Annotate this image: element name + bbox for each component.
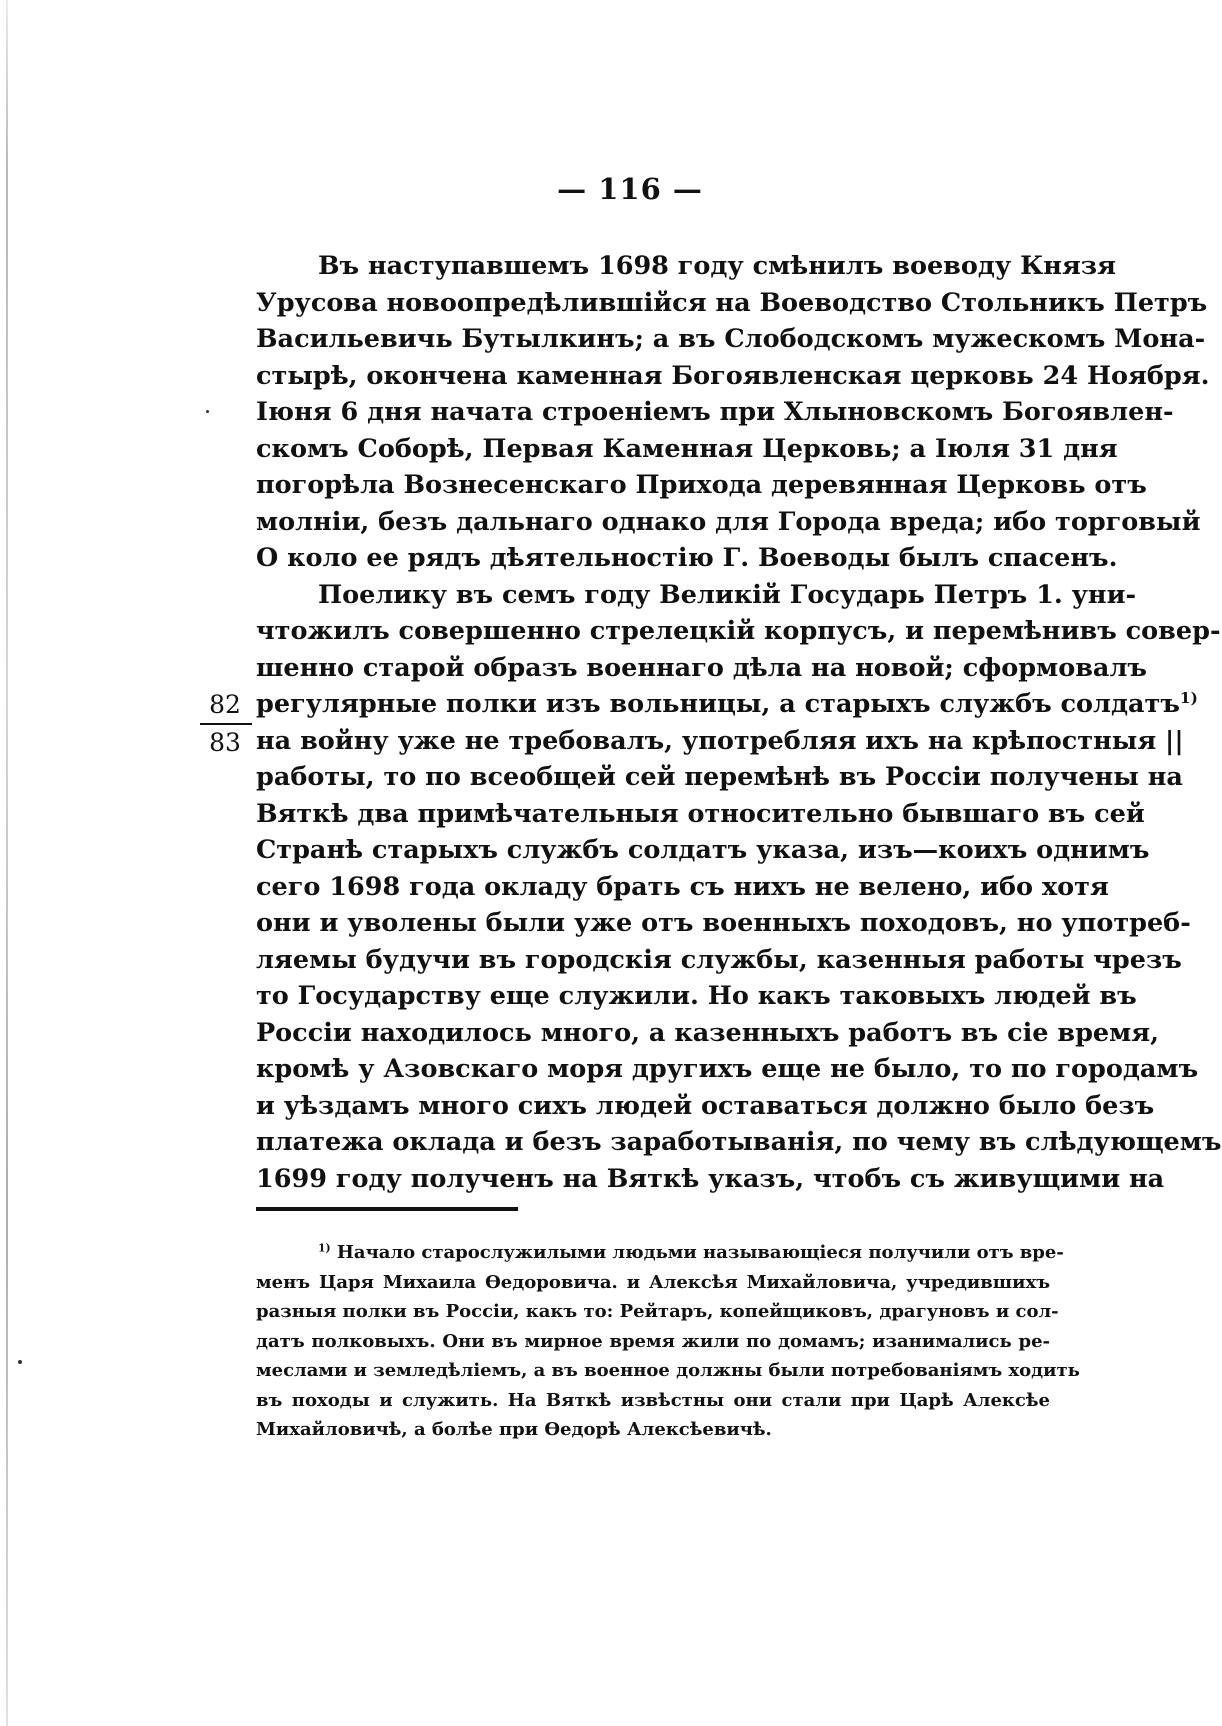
text-line: сего 1698 года окладу брать съ нихъ не велено, ибо хотя [256,871,1109,902]
paragraph-1 [256,248,1210,577]
text-line-content: регулярные полки изъ вольницы, а старыхъ службъ солдатъ [256,689,1180,719]
text-line: погорѣла Вознесенскаго Прихода деревянная Церковь отъ [256,470,1147,500]
text-line: Урусова новоопредѣлившійся на Воеводство Стольникъ Петръ [256,287,1208,318]
text-line: молніи, безъ дальнаго однако для Города вреда; ибо торговый [256,506,1201,537]
text-line: скомъ Соборѣ, Первая Каменная Церковь; а Іюля 31 дня [256,433,1118,464]
text-line: Васильевичь Бутылкинъ; а въ Слободскомъ мужескомъ Мона- [256,324,1206,354]
text-line-with-footnote [256,686,1198,723]
scan-speck [206,410,209,413]
footnote-line: разныя полки въ Россіи, какъ то: Рейтаръ, копейщиковъ, драгуновъ и сол- [256,1301,1059,1322]
margin-page-bottom: 83 [209,728,241,757]
text-line: Поелику въ семъ году Великій Государь Петръ 1. уни- [318,579,1137,610]
margin-page-reference [200,688,250,760]
text-line: то Государству еще служили. Но какъ таковыхъ людей въ [256,981,1137,1011]
footnote-line: датъ полковыхъ. Они въ мирное время жили по домамъ; изанимались ре- [256,1330,1050,1352]
paragraph-2 [256,577,1222,1198]
text-line: работы, то по всеобщей сей перемѣнѣ въ Россіи получены на [256,762,1183,792]
margin-page-divider [200,723,252,725]
scan-edge-shadow [6,0,8,1726]
scan-speck [18,1360,22,1364]
footnote-separator [256,1207,518,1211]
page-number: — 116 — [557,172,703,206]
text-line: Въ наступавшемъ 1698 году смѣнилъ воеводу Князя [318,251,1116,281]
footnote-line: меслами и земледѣліемъ, а въ военное должны были потребованіямъ ходить [256,1360,1080,1381]
footnote-line: Михайловичѣ, а болѣе при Ѳедорѣ Алексѣевичѣ. [256,1419,772,1440]
text-line: чтожилъ совершенно стрелецкій корпусъ, и перемѣнивъ совер- [256,616,1221,646]
text-line: стырѣ, окончена каменная Богоявленская церковь 24 Ноября. [256,360,1210,391]
text-line: шенно старой образъ военнаго дѣла на новой; сформовалъ [256,652,1147,683]
text-line: и уѣздамъ много сихъ людей оставаться должно было безъ [256,1090,1155,1121]
text-line: на войну уже не требовалъ, употребляя ихъ на крѣпостныя || [256,725,1184,756]
footnote-line-content: Начало старослужилыми людьми называющіеся получили отъ вре- [336,1242,1064,1263]
text-line: 1699 году полученъ на Вяткѣ указъ, чтобъ съ живущими на [256,1163,1165,1194]
margin-page-top: 82 [209,690,241,719]
text-line: ляемы будучи въ городскія службы, казенныя работы чрезъ [256,944,1182,975]
footnote-line [256,1238,1064,1268]
text-line: Странѣ старыхъ службъ солдатъ указа, изъ—коихъ однимъ [256,835,1150,865]
text-line: они и уволены были уже отъ военныхъ походовъ, но употреб- [256,908,1191,938]
footnote-line: въ походы и служить. На Вяткѣ извѣстны они стали при Царѣ Алексѣе [256,1389,1050,1411]
text-line: Вяткѣ два примѣчательныя относительно бывшаго въ сей [256,798,1145,829]
footnote-reference: 1) [1179,688,1198,707]
footnote-marker: 1) [318,1241,331,1255]
footnote-line: менъ Царя Михаила Ѳедоровича. и Алексѣя Михайловича, учредившихъ [256,1271,1050,1293]
main-text [256,248,1222,1197]
text-line: кромѣ у Азовскаго моря другихъ еще не было, то по городамъ [256,1054,1199,1084]
footnote [256,1238,1080,1445]
text-line: Россіи находилось много, а казенныхъ работъ въ сіе время, [256,1017,1160,1048]
text-line: платежа оклада и безъ заработыванія, по чему въ слѣдующемъ [256,1127,1222,1157]
text-line: О коло ее рядъ дѣятельностію Г. Воеводы былъ спасенъ. [256,543,1118,573]
text-line: Іюня 6 дня начата строеніемъ при Хлыновскомъ Богоявлен- [256,397,1174,427]
